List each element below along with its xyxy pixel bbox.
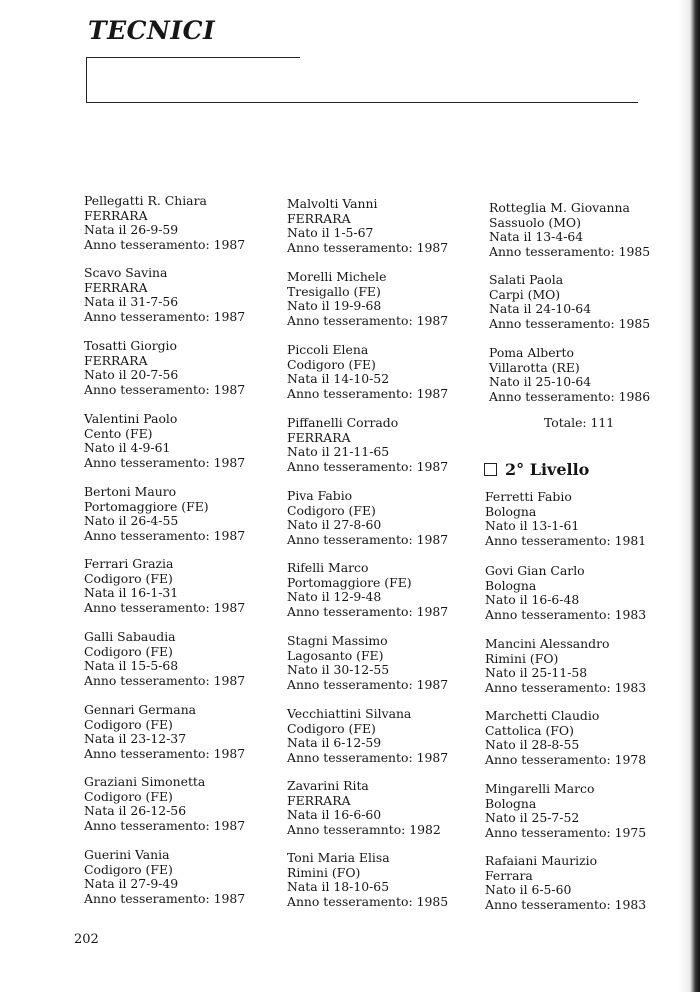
entry-birth: Nato il 28-8-55 <box>485 737 580 753</box>
entry-city: FERRARA <box>84 279 148 295</box>
list-item <box>287 707 448 765</box>
entry-name: Ferretti Fabio <box>485 489 572 504</box>
entry-city: Tresigallo (FE) <box>287 283 381 299</box>
section-title: 2° Livello <box>505 460 590 479</box>
entry-city: Portomaggiore (FE) <box>287 574 412 590</box>
entry-birth: Nata il 26-12-56 <box>84 803 187 819</box>
list-item <box>287 270 448 328</box>
list-item <box>287 416 448 474</box>
list-item <box>485 564 646 622</box>
entry-birth: Nata il 23-12-37 <box>84 731 187 747</box>
entry-city: Bologna <box>485 577 537 593</box>
entry-year: Anno tesseramento: 1981 <box>485 532 647 548</box>
entry-name: Poma Alberto <box>489 345 574 360</box>
entry-year: Anno tesseramento: 1987 <box>287 603 449 619</box>
list-item <box>485 782 646 840</box>
entry-birth: Nata il 15-5-68 <box>84 658 179 674</box>
entry-year: Anno tesseramento: 1987 <box>287 531 449 547</box>
entry-name: Tosatti Giorgio <box>84 338 177 353</box>
entry-city: FERRARA <box>84 352 148 368</box>
entry-name: Rafaiani Maurizio <box>485 853 598 868</box>
entry-birth: Nato il 25-7-52 <box>485 810 580 826</box>
entry-year: Anno tesseramento: 1987 <box>287 676 449 692</box>
entry-year: Anno tesseramento: 1975 <box>485 824 647 840</box>
entry-birth: Nato il 25-10-64 <box>489 374 592 390</box>
entry-year: Anno tesseramento: 1987 <box>84 454 246 470</box>
entry-city: Codigoro (FE) <box>84 716 173 732</box>
list-item <box>287 634 448 692</box>
list-item <box>287 779 441 837</box>
page-edge-shadow <box>678 0 700 992</box>
entry-birth: Nato il 30-12-55 <box>287 662 390 678</box>
entry-year: Anno tesseramento: 1978 <box>485 751 647 767</box>
entry-year: Anno tesseramento: 1987 <box>84 890 246 906</box>
entry-city: Sassuolo (MO) <box>489 214 581 230</box>
entry-name: Valentini Paolo <box>84 411 178 426</box>
list-item <box>485 854 646 912</box>
entry-year: Anno tesseramento: 1983 <box>485 679 647 695</box>
page-number: 202 <box>74 932 99 947</box>
entry-city: Ferrara <box>485 867 533 883</box>
list-item <box>84 775 245 833</box>
entry-year: Anno tesseramento: 1987 <box>287 312 449 328</box>
entry-city: Cento (FE) <box>84 425 153 441</box>
entry-birth: Nato il 26-4-55 <box>84 513 179 529</box>
entry-year: Anno tesseramento: 1987 <box>287 458 449 474</box>
entry-city: FERRARA <box>287 429 351 445</box>
checkbox-square-icon <box>484 463 497 476</box>
entry-year: Anno tesseramnto: 1982 <box>287 821 441 837</box>
entry-year: Anno tesseramento: 1987 <box>84 236 246 252</box>
list-item <box>84 485 245 543</box>
entry-birth: Nata il 14-10-52 <box>287 371 390 387</box>
entry-name: Galli Sabaudia <box>84 629 176 644</box>
entry-name: Rifelli Marco <box>287 560 369 575</box>
entry-city: Portomaggiore (FE) <box>84 498 209 514</box>
entry-birth: Nata il 24-10-64 <box>489 301 592 317</box>
entry-year: Anno tesseramento: 1983 <box>485 606 647 622</box>
entry-birth: Nato il 6-5-60 <box>485 882 572 898</box>
list-item <box>485 490 646 548</box>
entry-name: Piffanelli Corrado <box>287 415 399 430</box>
entry-name: Toni Maria Elisa <box>287 850 390 865</box>
entry-birth: Nata il 26-9-59 <box>84 222 179 238</box>
entry-name: Morelli Michele <box>287 269 387 284</box>
entry-name: Mingarelli Marco <box>485 781 595 796</box>
section-heading-2-livello <box>484 460 589 479</box>
entry-city: Carpi (MO) <box>489 286 561 302</box>
entry-birth: Nato il 19-9-68 <box>287 298 382 314</box>
list-item <box>84 339 245 397</box>
entry-year: Anno tesseramento: 1987 <box>84 381 246 397</box>
entry-birth: Nata il 6-12-59 <box>287 735 382 751</box>
entry-city: Codigoro (FE) <box>287 356 376 372</box>
list-item <box>485 637 646 695</box>
list-item <box>489 346 650 404</box>
entry-year: Anno tesseramento: 1983 <box>485 896 647 912</box>
entry-name: Guerini Vania <box>84 847 170 862</box>
entry-name: Rotteglia M. Giovanna <box>489 200 630 215</box>
entry-name: Salati Paola <box>489 272 564 287</box>
entry-birth: Nato il 13-1-61 <box>485 518 580 534</box>
entry-name: Stagni Massimo <box>287 633 388 648</box>
list-item <box>287 489 448 547</box>
list-item <box>84 557 245 615</box>
entry-name: Zavarini Rita <box>287 778 369 793</box>
entry-name: Piva Fabio <box>287 488 353 503</box>
list-item <box>287 343 448 401</box>
totale-label: Totale: 111 <box>544 415 615 430</box>
list-item <box>485 709 646 767</box>
box-rule-left <box>86 57 87 102</box>
entry-birth: Nato il 27-8-60 <box>287 517 382 533</box>
list-item <box>84 848 245 906</box>
entry-city: Codigoro (FE) <box>287 502 376 518</box>
entry-year: Anno tesseramento: 1987 <box>84 527 246 543</box>
list-item <box>287 851 448 909</box>
entry-birth: Nato il 16-6-48 <box>485 592 580 608</box>
entry-year: Anno tesseramento: 1985 <box>489 315 651 331</box>
entry-year: Anno tesseramento: 1985 <box>489 243 651 259</box>
entry-birth: Nata il 18-10-65 <box>287 879 390 895</box>
entry-city: Bologna <box>485 795 537 811</box>
entry-year: Anno tesseramento: 1987 <box>84 672 246 688</box>
entry-birth: Nata il 16-6-60 <box>287 807 382 823</box>
list-item <box>84 412 245 470</box>
entry-city: FERRARA <box>287 792 351 808</box>
entry-year: Anno tesseramento: 1987 <box>84 308 246 324</box>
entry-birth: Nato il 25-11-58 <box>485 665 588 681</box>
list-item <box>84 194 245 252</box>
entry-city: Codigoro (FE) <box>84 788 173 804</box>
entry-birth: Nata il 16-1-31 <box>84 585 179 601</box>
entry-city: Codigoro (FE) <box>287 720 376 736</box>
entry-name: Graziani Simonetta <box>84 774 206 789</box>
entry-year: Anno tesseramento: 1985 <box>287 893 449 909</box>
entry-birth: Nata il 31-7-56 <box>84 294 179 310</box>
entry-year: Anno tesseramento: 1987 <box>287 385 449 401</box>
entry-name: Gennari Germana <box>84 702 197 717</box>
entry-city: Lagosanto (FE) <box>287 647 384 663</box>
entry-city: Rimini (FO) <box>287 864 361 880</box>
entry-year: Anno tesseramento: 1986 <box>489 388 651 404</box>
entry-name: Malvolti Vanni <box>287 196 378 211</box>
entry-name: Mancini Alessandro <box>485 636 610 651</box>
entry-city: Cattolica (FO) <box>485 722 574 738</box>
entry-name: Bertoni Mauro <box>84 484 177 499</box>
entry-year: Anno tesseramento: 1987 <box>287 749 449 765</box>
entry-city: FERRARA <box>84 207 148 223</box>
entry-city: Codigoro (FE) <box>84 643 173 659</box>
entry-city: Codigoro (FE) <box>84 861 173 877</box>
entry-city: FERRARA <box>287 210 351 226</box>
list-item <box>489 201 650 259</box>
entry-city: Rimini (FO) <box>485 650 559 666</box>
entry-year: Anno tesseramento: 1987 <box>84 599 246 615</box>
entry-name: Pellegatti R. Chiara <box>84 193 207 208</box>
list-item <box>489 273 650 331</box>
entry-city: Villarotta (RE) <box>489 359 580 375</box>
entry-birth: Nato il 21-11-65 <box>287 444 390 460</box>
entry-name: Marchetti Claudio <box>485 708 600 723</box>
list-item <box>84 630 245 688</box>
entry-birth: Nato il 20-7-56 <box>84 367 179 383</box>
list-item <box>84 703 245 761</box>
entry-name: Govi Gian Carlo <box>485 563 585 578</box>
entry-year: Anno tesseramento: 1987 <box>287 239 449 255</box>
entry-birth: Nata il 13-4-64 <box>489 229 584 245</box>
entry-year: Anno tesseramento: 1987 <box>84 745 246 761</box>
entry-name: Vecchiattini Silvana <box>287 706 412 721</box>
list-item <box>84 266 245 324</box>
entry-name: Ferrari Grazia <box>84 556 174 571</box>
list-item <box>287 561 448 619</box>
entry-name: Piccoli Elena <box>287 342 369 357</box>
entry-year: Anno tesseramento: 1987 <box>84 817 246 833</box>
page-title: TECNICI <box>88 16 216 45</box>
entry-birth: Nato il 12-9-48 <box>287 589 382 605</box>
list-item <box>287 197 448 255</box>
entry-city: Codigoro (FE) <box>84 570 173 586</box>
entry-birth: Nato il 1-5-67 <box>287 225 374 241</box>
entry-city: Bologna <box>485 503 537 519</box>
entry-birth: Nata il 27-9-49 <box>84 876 179 892</box>
entry-name: Scavo Savina <box>84 265 168 280</box>
entry-birth: Nato il 4-9-61 <box>84 440 171 456</box>
box-rule-top <box>86 57 300 58</box>
box-rule-bottom <box>86 102 638 103</box>
